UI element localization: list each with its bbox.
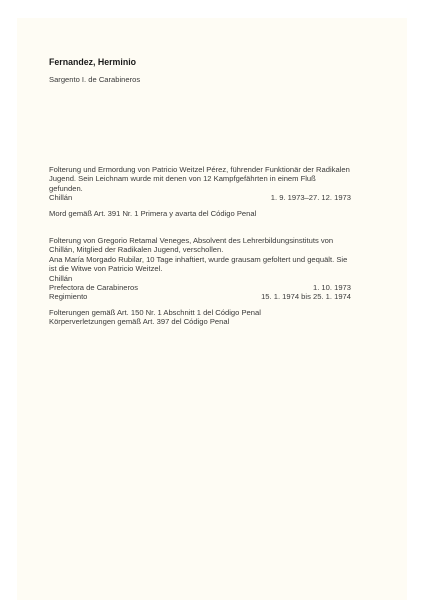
case-2-location-1: Prefectora de Carabineros [49, 283, 139, 293]
case-2-location-row-1 [49, 283, 351, 292]
case-1-text: Folterung und Ermordung von Patricio Weitzel Pérez, führender Funktionär der Radikalen Jugend. Sein Leichnam wurde mit denen von 12 Kampfgefährten in einem Fluß gefunden. [49, 165, 350, 193]
case-2-place: Chillán [49, 273, 73, 283]
case-1-place: Chillán [49, 193, 73, 203]
case-2-text-2: Ana María Morgado Rubilar, 10 Tage inhaftiert, wurde grausam gefoltert und gequält. Sie ist die Witwe von Patricio Weitzel. [49, 254, 348, 274]
case-2-location-row-2 [49, 292, 351, 301]
case-1-charge: Mord gemäß Art. 391 Nr. 1 Primera y avarta del Código Penal [49, 208, 257, 218]
case-2-charge-1: Folterungen gemäß Art. 150 Nr. 1 Abschnitt 1 del Código Penal [49, 307, 261, 317]
case-1-date: 1. 9. 1973–27. 12. 1973 [270, 193, 351, 203]
case-2-date-1: 1. 10. 1973 [312, 283, 351, 293]
case-2-date-2: 15. 1. 1974 bis 25. 1. 1974 [261, 292, 351, 302]
person-name: Fernandez, Herminio [49, 57, 137, 67]
case-2-charge-2: Körperverletzungen gemäß Art. 397 del Código Penal [49, 317, 230, 327]
case-2 [49, 236, 351, 327]
header-block [49, 58, 351, 85]
case-2-location-2: Regimiento [49, 292, 88, 302]
case-2-text-1: Folterung von Gregorio Retamal Veneges, Absolvent des Lehrerbildungsinstituts von Chillán, Mitglied der Radikalen Jugend, verschollen. [49, 236, 334, 255]
document-page [17, 18, 407, 600]
case-1-place-row [49, 193, 351, 202]
case-1 [49, 165, 351, 218]
person-rank: Sargento I. de Carabineros [49, 75, 141, 85]
